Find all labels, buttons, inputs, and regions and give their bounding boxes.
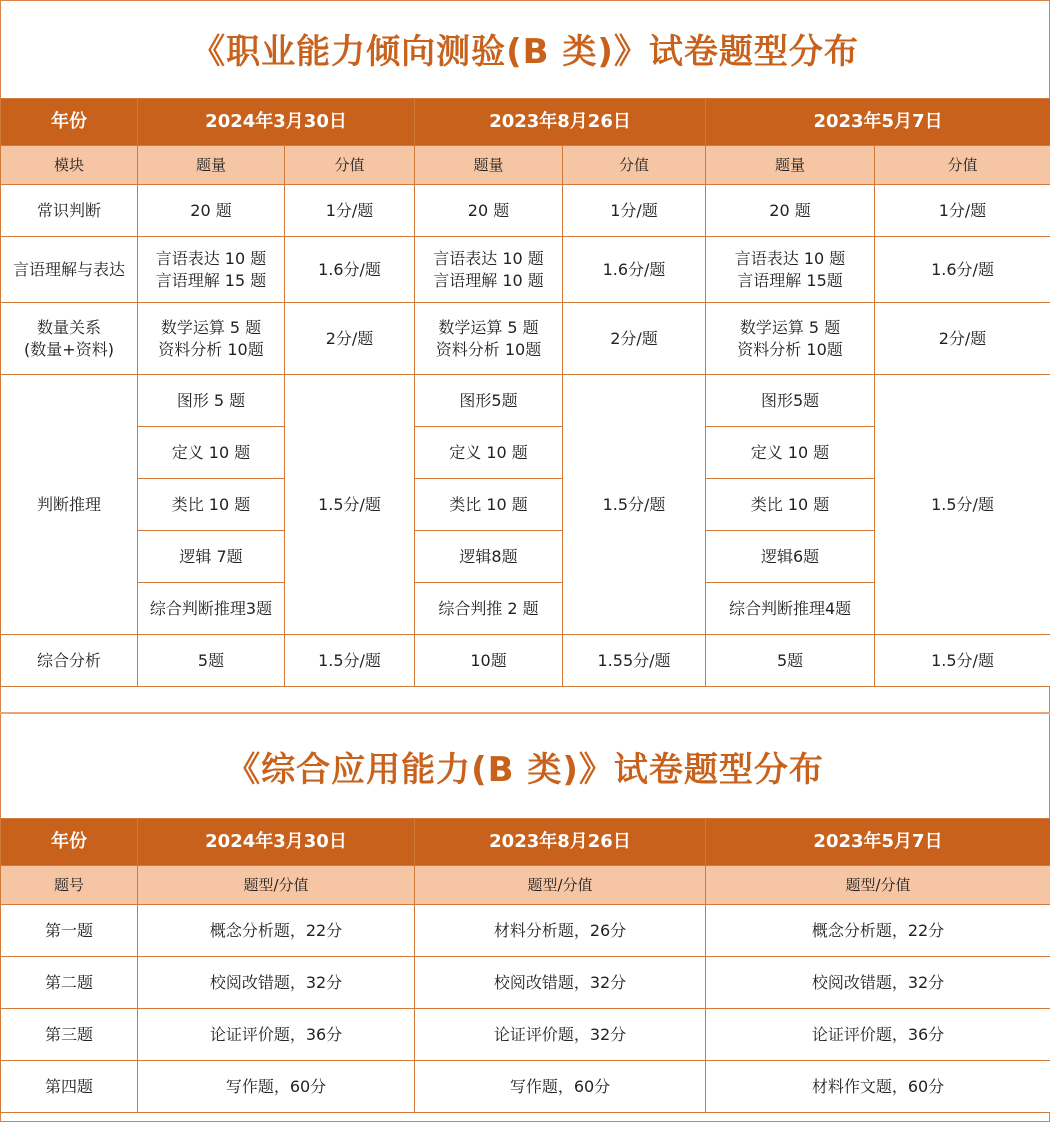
- table1-subheader-row: [1, 146, 1050, 185]
- question-type: 写作题，60分: [138, 1061, 415, 1113]
- date-col-3: 2023年5月7日: [706, 99, 1050, 146]
- quantity-cell: 图形 5 题: [138, 375, 285, 427]
- date-col-2: 2023年8月26日: [415, 99, 706, 146]
- question-type: 校阅改错题，32分: [706, 957, 1050, 1009]
- quantity-line: 言语表达 10 题: [155, 248, 267, 268]
- quantity-cell: 定义 10 题: [138, 427, 285, 479]
- question-type: 材料作文题，60分: [706, 1061, 1050, 1113]
- score-header: 分值: [285, 146, 415, 185]
- score-header: 分值: [563, 146, 706, 185]
- score-cell: 1分/题: [285, 185, 415, 237]
- question-type: 校阅改错题，32分: [415, 957, 706, 1009]
- quantity-cell: 20 题: [415, 185, 563, 237]
- quantity-line: 资料分析 10题: [158, 339, 264, 359]
- module-cell: 判断推理: [1, 375, 138, 635]
- score-cell: 1分/题: [563, 185, 706, 237]
- table2-subheader-row: [1, 866, 1050, 905]
- quantity-header: 题量: [706, 146, 875, 185]
- row-panduan: [1, 375, 1050, 427]
- quantity-cell: 逻辑 7题: [138, 531, 285, 583]
- score-cell: 1.55分/题: [563, 635, 706, 687]
- date-col-1: 2024年3月30日: [138, 819, 415, 866]
- quantity-cell: [138, 237, 285, 303]
- question-number: 第三题: [1, 1009, 138, 1061]
- score-cell: 1.5分/题: [563, 375, 706, 635]
- quantity-line: 言语理解 15题: [737, 270, 843, 290]
- quantity-line: 数学运算 5 题: [438, 317, 539, 337]
- question-type: 概念分析题，22分: [138, 905, 415, 957]
- quantity-cell: [706, 303, 875, 375]
- quantity-line: 资料分析 10题: [737, 339, 843, 359]
- quantity-line: 言语表达 10 题: [433, 248, 544, 268]
- score-cell: 1分/题: [875, 185, 1050, 237]
- score-cell: 1.6分/题: [285, 237, 415, 303]
- question-number: 第二题: [1, 957, 138, 1009]
- quantity-cell: 定义 10 题: [706, 427, 875, 479]
- module-line: (数量+资料): [24, 339, 114, 359]
- year-label: 年份: [1, 99, 138, 146]
- table2-title: 《综合应用能力(B 类)》试卷题型分布: [226, 750, 824, 790]
- quantity-cell: 20 题: [138, 185, 285, 237]
- quantity-line: 言语理解 10 题: [433, 270, 544, 290]
- quantity-cell: 综合判断推理3题: [138, 583, 285, 635]
- number-header: 题号: [1, 866, 138, 905]
- quantity-line: 数学运算 5 题: [739, 317, 841, 337]
- score-cell: 1.6分/题: [875, 237, 1050, 303]
- quantity-cell: [415, 303, 563, 375]
- question-type: 写作题，60分: [415, 1061, 706, 1113]
- year-label: 年份: [1, 819, 138, 866]
- table-row: [1, 905, 1050, 957]
- question-type: 论证评价题，36分: [138, 1009, 415, 1061]
- table-row: [1, 1009, 1050, 1061]
- question-number: 第一题: [1, 905, 138, 957]
- table-row: [1, 957, 1050, 1009]
- row-changshi: [1, 185, 1050, 237]
- quantity-cell: 5题: [706, 635, 875, 687]
- type-header: 题型/分值: [138, 866, 415, 905]
- applied-test-distribution-table: [0, 818, 1050, 1113]
- question-type: 校阅改错题，32分: [138, 957, 415, 1009]
- row-yanyu: [1, 237, 1050, 303]
- quantity-cell: [138, 303, 285, 375]
- quantity-header: 题量: [138, 146, 285, 185]
- quantity-cell: 综合判断推理4题: [706, 583, 875, 635]
- quantity-cell: [706, 237, 875, 303]
- question-type: 材料分析题，26分: [415, 905, 706, 957]
- table-row: [1, 1061, 1050, 1113]
- score-cell: 2分/题: [563, 303, 706, 375]
- module-cell: 言语理解与表达: [1, 237, 138, 303]
- quantity-line: 数学运算 5 题: [160, 317, 262, 337]
- score-cell: 1.5分/题: [285, 375, 415, 635]
- module-header: 模块: [1, 146, 138, 185]
- module-cell: [1, 303, 138, 375]
- quantity-cell: 定义 10 题: [415, 427, 563, 479]
- table1-header-row: [1, 99, 1050, 146]
- type-header: 题型/分值: [415, 866, 706, 905]
- module-cell: 综合分析: [1, 635, 138, 687]
- score-header: 分值: [875, 146, 1050, 185]
- quantity-cell: 图形5题: [415, 375, 563, 427]
- quantity-cell: 20 题: [706, 185, 875, 237]
- question-type: 概念分析题，22分: [706, 905, 1050, 957]
- quantity-cell: 逻辑6题: [706, 531, 875, 583]
- date-col-1: 2024年3月30日: [138, 99, 415, 146]
- quantity-line: 资料分析 10题: [435, 339, 542, 359]
- question-number: 第四题: [1, 1061, 138, 1113]
- row-shuliang: [1, 303, 1050, 375]
- quantity-cell: 类比 10 题: [706, 479, 875, 531]
- quantity-header: 题量: [415, 146, 563, 185]
- quantity-cell: 类比 10 题: [138, 479, 285, 531]
- score-cell: 1.5分/题: [285, 635, 415, 687]
- date-col-2: 2023年8月26日: [415, 819, 706, 866]
- quantity-line: 言语表达 10 题: [734, 248, 846, 268]
- quantity-cell: 综合判推 2 题: [415, 583, 563, 635]
- date-col-3: 2023年5月7日: [706, 819, 1050, 866]
- quantity-cell: 逻辑8题: [415, 531, 563, 583]
- quantity-cell: 5题: [138, 635, 285, 687]
- question-type: 论证评价题，36分: [706, 1009, 1050, 1061]
- score-cell: 1.5分/题: [875, 375, 1050, 635]
- quantity-cell: [415, 237, 563, 303]
- type-header: 题型/分值: [706, 866, 1050, 905]
- module-cell: 常识判断: [1, 185, 138, 237]
- section-divider: [0, 712, 1050, 714]
- table1-title: 《职业能力倾向测验(B 类)》试卷题型分布: [191, 32, 859, 72]
- quantity-cell: 10题: [415, 635, 563, 687]
- module-line: 数量关系: [36, 317, 101, 337]
- score-cell: 1.6分/题: [563, 237, 706, 303]
- question-type: 论证评价题，32分: [415, 1009, 706, 1061]
- table2-header-row: [1, 819, 1050, 866]
- score-cell: 1.5分/题: [875, 635, 1050, 687]
- score-cell: 2分/题: [285, 303, 415, 375]
- score-cell: 2分/题: [875, 303, 1050, 375]
- quantity-line: 言语理解 15 题: [155, 270, 267, 290]
- row-zonghe: [1, 635, 1050, 687]
- quantity-cell: 类比 10 题: [415, 479, 563, 531]
- written-test-distribution-table: [0, 98, 1050, 687]
- quantity-cell: 图形5题: [706, 375, 875, 427]
